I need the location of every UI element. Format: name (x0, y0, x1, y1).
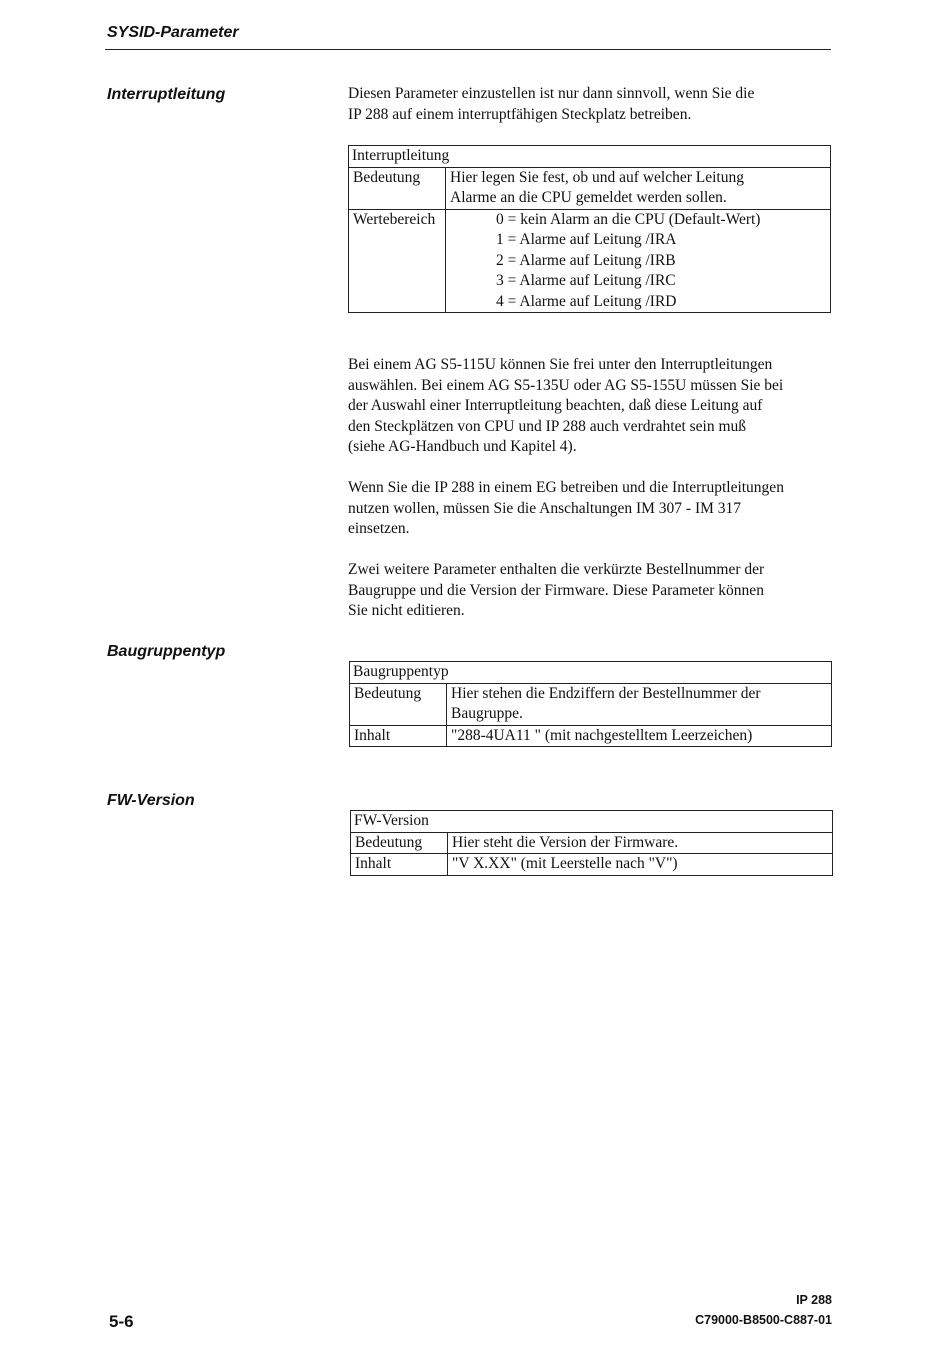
page-number: 5-6 (109, 1312, 134, 1331)
table-title: Baugruppentyp (350, 662, 832, 684)
table-row-label: Inhalt (350, 725, 447, 747)
text-line: Diesen Parameter einzustellen ist nur dann sinnvoll, wenn Sie die (348, 85, 755, 102)
value-item: 3 = Alarme auf Leitung /IRC (496, 272, 676, 289)
text-line: einsetzen. (348, 520, 410, 537)
table-row-label: Bedeutung (349, 167, 446, 209)
text-line: der Auswahl einer Interruptleitung beachten, daß diese Leitung auf (348, 397, 763, 414)
value-item: 0 = kein Alarm an die CPU (Default-Wert) (496, 210, 761, 228)
table-row-value (447, 683, 832, 725)
text-line: auswählen. Bei einem AG S5-135U oder AG S5-155U müssen Sie bei (348, 376, 784, 394)
value-item: 4 = Alarme auf Leitung /IRD (496, 292, 677, 310)
intro-paragraph (348, 84, 832, 125)
text-line: Hier stehen die Endziffern der Bestellnummer der (451, 684, 761, 702)
section-heading-baugruppentyp: Baugruppentyp (107, 643, 226, 660)
body-paragraph (348, 355, 832, 458)
section-heading-fw-version: FW-Version (107, 792, 195, 809)
text-line: (siehe AG-Handbuch und Kapitel 4). (348, 438, 577, 455)
table-row-label: Wertebereich (349, 209, 446, 313)
text-line: Zwei weitere Parameter enthalten die verkürzte Bestellnummer der (348, 561, 765, 578)
fw-version-table (350, 810, 833, 876)
running-header: SYSID-Parameter (107, 24, 239, 41)
section-heading-interruptleitung: Interruptleitung (107, 86, 226, 103)
table-row-value: "V X.XX" (mit Leerstelle nach "V") (448, 854, 833, 876)
table-row-value: Hier steht die Version der Firmware. (448, 832, 833, 854)
table-row-value: "288-4UA11 " (mit nachgestelltem Leerzeichen) (447, 725, 832, 747)
product-name: IP 288 (796, 1293, 832, 1307)
text-line: Wenn Sie die IP 288 in einem EG betreiben und die Interruptleitungen (348, 479, 784, 496)
text-line: Bei einem AG S5-115U können Sie frei unter den Interruptleitungen (348, 356, 773, 373)
text-line: Hier legen Sie fest, ob und auf welcher Leitung (450, 168, 744, 186)
header-rule (105, 49, 831, 50)
text-line: Baugruppe und die Version der Firmware. Diese Parameter können (348, 581, 764, 599)
text-line: den Steckplätzen von CPU und IP 288 auch verdrahtet sein muß (348, 417, 747, 435)
table-row-label: Bedeutung (351, 832, 448, 854)
value-item: 2 = Alarme auf Leitung /IRB (496, 251, 676, 269)
text-line: IP 288 auf einem interruptfähigen Steckplatz betreiben. (348, 105, 692, 123)
baugruppentyp-table (349, 661, 832, 747)
text-line: Alarme an die CPU gemeldet werden sollen. (450, 189, 727, 206)
body-paragraph (348, 478, 832, 540)
text-line: Sie nicht editieren. (348, 602, 465, 619)
table-title: FW-Version (351, 811, 833, 833)
table-row-value (446, 167, 831, 209)
table-row-label: Bedeutung (350, 683, 447, 725)
table-row-value-list (446, 209, 831, 313)
table-row-label: Inhalt (351, 854, 448, 876)
text-line: nutzen wollen, müssen Sie die Anschaltungen IM 307 - IM 317 (348, 499, 742, 517)
interruptleitung-table (348, 145, 831, 313)
text-line: Baugruppe. (451, 705, 523, 722)
value-item: 1 = Alarme auf Leitung /IRA (496, 231, 677, 248)
body-paragraph (348, 560, 832, 622)
table-title: Interruptleitung (349, 146, 831, 168)
order-number: C79000-B8500-C887-01 (695, 1313, 832, 1327)
